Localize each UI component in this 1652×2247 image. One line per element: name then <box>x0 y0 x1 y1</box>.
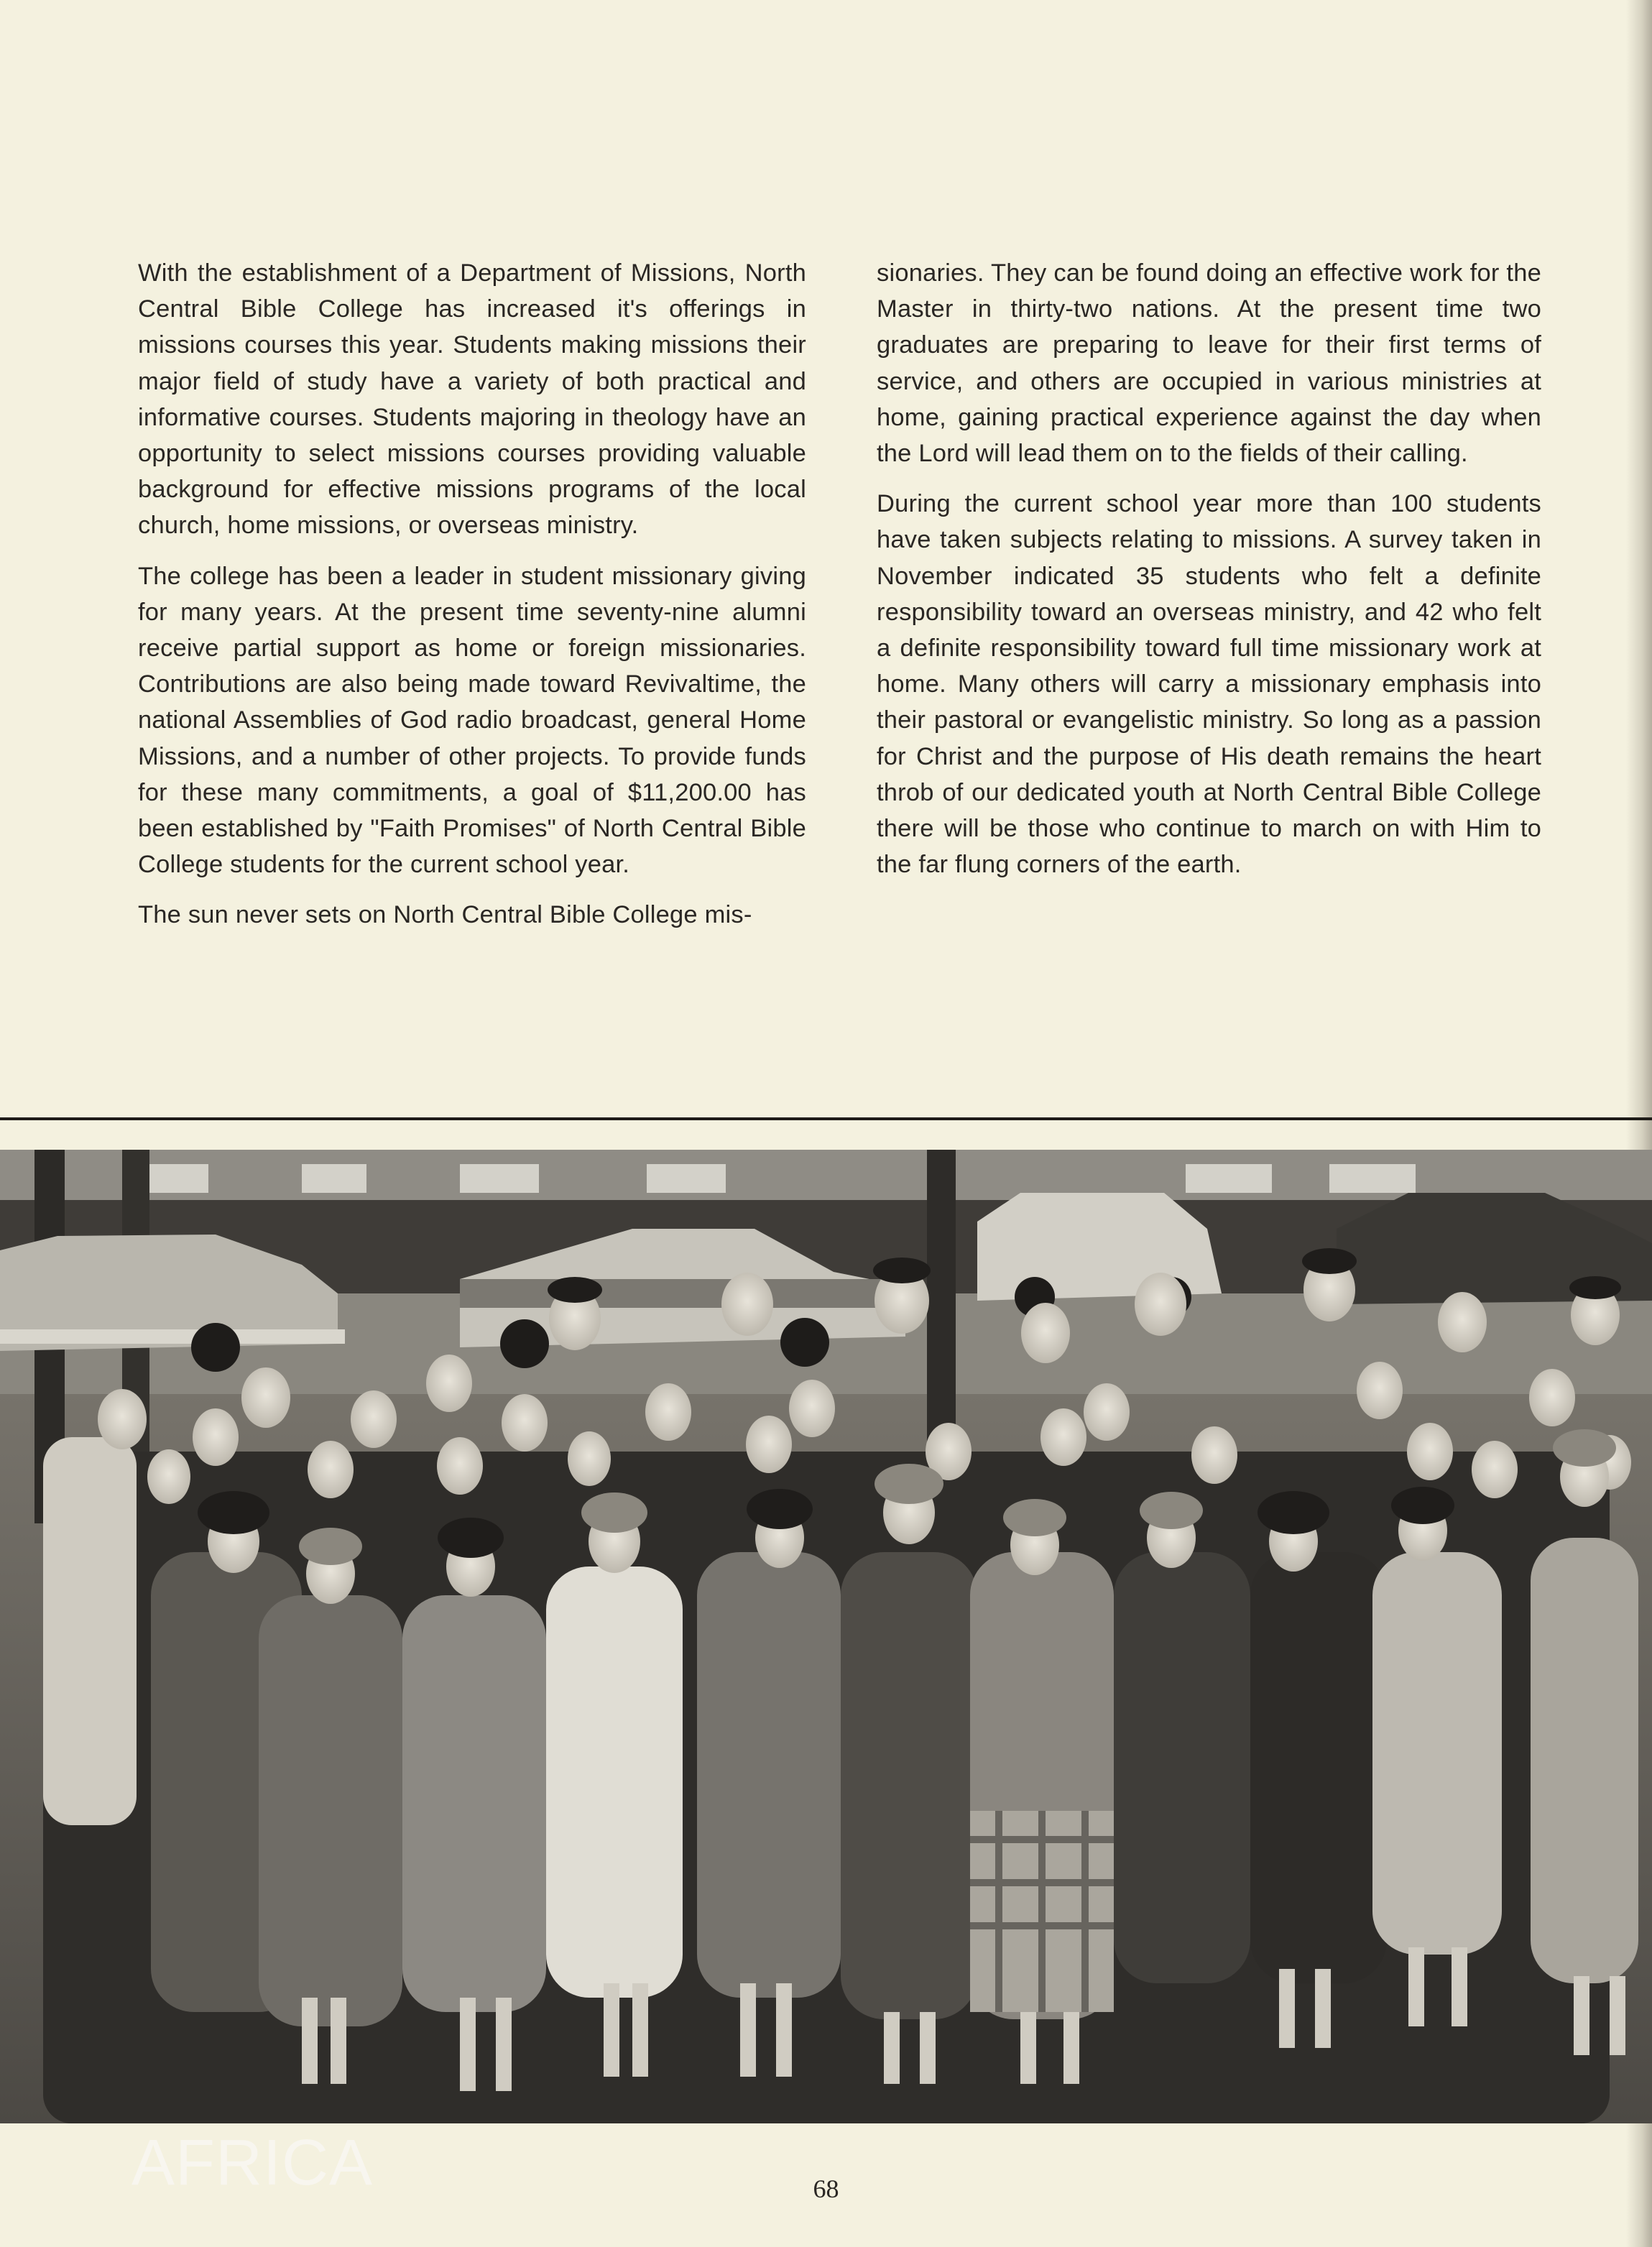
paragraph: sionaries. They can be found doing an effective work for the Master in thirty-two nations. At the present time two graduates are preparing to leave for their first terms of service, and others are occupied in various ministries at home, gaining practical experience against the day when the Lord will lead them on to the fields of their calling. <box>877 259 1541 468</box>
photo-caption-label: AFRICA <box>131 2127 374 2199</box>
paragraph: During the current school year more than 100 students have taken subjects relating to missions. A survey taken in November indicated 35 students who felt a definite responsibility toward an overseas ministry, and 42 who felt a definite responsibility toward full time missionary work at home. Many others will carry a missionary emphasis into their pastoral or evangelistic ministry. So long as a passion for Christ and the purpose of His death remains the heart throb of our dedicated youth at North Central Bible College there will be those who continue to march on with Him to the far flung corners of the earth. <box>877 490 1541 879</box>
group-photo-illustration <box>0 1150 1652 2123</box>
paragraph: The college has been a leader in student missionary giving for many years. At the present time seventy-nine alumni receive partial support as home or foreign missionaries. Contributions are also being made toward Revivaltime, the national Assemblies of God radio broadcast, general Home Missions, and a number of other projects. To provide funds for these many commitments, a goal of $11,200.00 has been established by "Faith Promises" of North Central Bible College students for the current school year. <box>138 562 806 879</box>
page-number: 68 <box>813 2174 839 2203</box>
paragraph: With the establishment of a Department of Missions, North Central Bible College has increased it's offerings in missions courses this year. Students making missions their major field of study have a variety of both practical and informative courses. Students majoring in theology have an opportunity to select missions courses providing valuable background for effective missions programs of the local church, home missions, or overseas ministry. <box>138 259 806 540</box>
left-text-column <box>138 255 806 948</box>
paragraph: The sun never sets on North Central Bible College mis- <box>138 901 752 929</box>
horizontal-rule <box>0 1117 1652 1120</box>
right-text-column <box>877 255 1541 897</box>
